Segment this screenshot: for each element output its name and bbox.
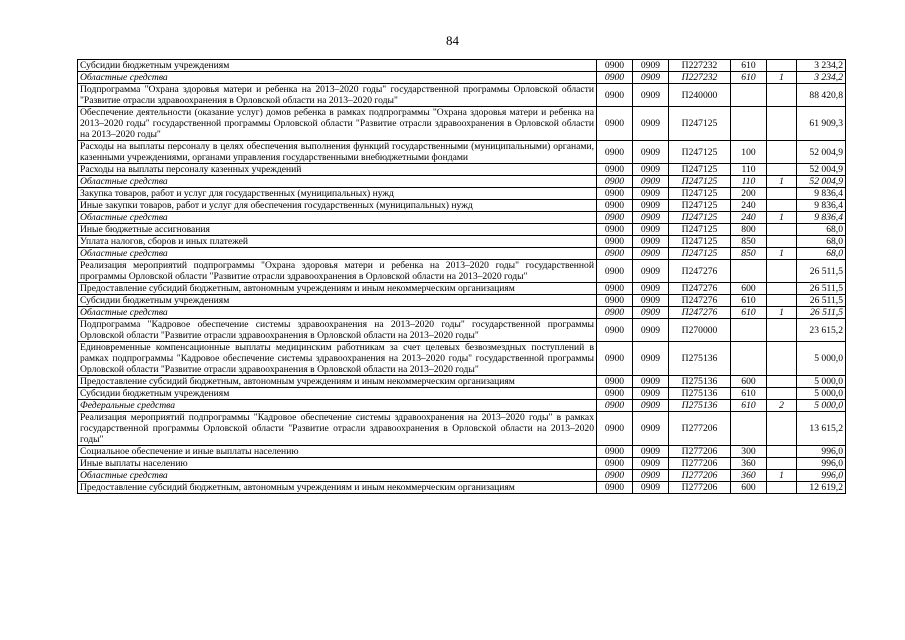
table-row — [78, 470, 846, 482]
row-expense-type: 600 — [731, 376, 767, 388]
row-section-code: 0900 — [597, 342, 633, 376]
row-amount: 52 004,9 — [797, 176, 846, 188]
row-target-article: П247276 — [669, 307, 731, 319]
row-section-code: 0900 — [597, 295, 633, 307]
row-target-article: П247125 — [669, 141, 731, 164]
row-funding-source — [767, 141, 797, 164]
row-amount: 9 836,4 — [797, 212, 846, 224]
row-section-code: 0900 — [597, 107, 633, 141]
table-row — [78, 388, 846, 400]
row-amount: 5 000,0 — [797, 376, 846, 388]
row-name: Расходы на выплаты персоналу в целях обеспечения выполнения функций государственными (муниципальными) органами, казенными учреждениями, органами управления государственными внебюджетными фондами — [78, 141, 597, 164]
row-expense-type: 610 — [731, 388, 767, 400]
row-target-article: П277206 — [669, 458, 731, 470]
row-funding-source: 1 — [767, 212, 797, 224]
table-row — [78, 72, 846, 84]
row-target-article: П247125 — [669, 248, 731, 260]
row-funding-source — [767, 200, 797, 212]
budget-table-body — [78, 60, 846, 494]
row-section-code: 0900 — [597, 319, 633, 342]
row-expense-type — [731, 107, 767, 141]
budget-table — [77, 59, 846, 494]
row-amount: 5 000,0 — [797, 400, 846, 412]
row-funding-source — [767, 388, 797, 400]
row-name: Субсидии бюджетным учреждениям — [78, 60, 597, 72]
row-amount: 3 234,2 — [797, 60, 846, 72]
table-row — [78, 164, 846, 176]
row-subsection-code: 0909 — [633, 188, 669, 200]
row-amount: 12 619,2 — [797, 482, 846, 494]
row-name: Иные закупки товаров, работ и услуг для обеспечения государственных (муниципальных) нужд — [78, 200, 597, 212]
row-target-article: П277206 — [669, 470, 731, 482]
row-expense-type: 850 — [731, 248, 767, 260]
row-subsection-code: 0909 — [633, 84, 669, 107]
table-row — [78, 260, 846, 283]
row-name: Областные средства — [78, 72, 597, 84]
row-name: Реализация мероприятий подпрограммы "Кадровое обеспечение системы здравоохранения на 2013–2020 годы" в рамках государственной программы Орловской области "Развитие отрасли здравоохранения в Орловской области на 2013–2020 годы" — [78, 412, 597, 446]
row-subsection-code: 0909 — [633, 319, 669, 342]
table-row — [78, 224, 846, 236]
row-expense-type — [731, 342, 767, 376]
row-amount: 52 004,9 — [797, 141, 846, 164]
row-subsection-code: 0909 — [633, 236, 669, 248]
row-section-code: 0900 — [597, 458, 633, 470]
row-subsection-code: 0909 — [633, 224, 669, 236]
row-amount: 5 000,0 — [797, 388, 846, 400]
row-name: Предоставление субсидий бюджетным, автономным учреждениям и иным некоммерческим организациям — [78, 376, 597, 388]
row-amount: 3 234,2 — [797, 72, 846, 84]
row-name: Субсидии бюджетным учреждениям — [78, 388, 597, 400]
row-subsection-code: 0909 — [633, 164, 669, 176]
row-subsection-code: 0909 — [633, 307, 669, 319]
table-row — [78, 283, 846, 295]
table-row — [78, 176, 846, 188]
table-row — [78, 200, 846, 212]
row-expense-type — [731, 412, 767, 446]
row-expense-type: 240 — [731, 200, 767, 212]
row-target-article: П277206 — [669, 446, 731, 458]
row-expense-type: 360 — [731, 470, 767, 482]
row-name: Расходы на выплаты персоналу казенных учреждений — [78, 164, 597, 176]
row-subsection-code: 0909 — [633, 107, 669, 141]
row-funding-source — [767, 342, 797, 376]
row-expense-type: 610 — [731, 60, 767, 72]
table-row — [78, 307, 846, 319]
row-expense-type: 100 — [731, 141, 767, 164]
row-target-article: П275136 — [669, 388, 731, 400]
row-name: Иные выплаты населению — [78, 458, 597, 470]
row-subsection-code: 0909 — [633, 388, 669, 400]
row-amount: 13 615,2 — [797, 412, 846, 446]
row-subsection-code: 0909 — [633, 295, 669, 307]
row-target-article: П240000 — [669, 84, 731, 107]
row-section-code: 0900 — [597, 248, 633, 260]
row-section-code: 0900 — [597, 72, 633, 84]
table-row — [78, 319, 846, 342]
row-target-article: П227232 — [669, 60, 731, 72]
row-expense-type: 110 — [731, 164, 767, 176]
row-expense-type: 610 — [731, 295, 767, 307]
row-expense-type: 600 — [731, 482, 767, 494]
row-funding-source — [767, 446, 797, 458]
row-name: Обеспечение деятельности (оказание услуг) домов ребенка в рамках подпрограммы "Охрана здоровья матери и ребенка на 2013–2020 годы" государственной программы Орловской области "Развитие отрасли здравоохранения в Орловской области на 2013–2020 годы" — [78, 107, 597, 141]
row-funding-source: 1 — [767, 470, 797, 482]
row-funding-source — [767, 188, 797, 200]
row-section-code: 0900 — [597, 446, 633, 458]
row-amount: 9 836,4 — [797, 200, 846, 212]
row-amount: 26 511,5 — [797, 260, 846, 283]
row-funding-source — [767, 458, 797, 470]
row-name: Закупка товаров, работ и услуг для государственных (муниципальных) нужд — [78, 188, 597, 200]
row-target-article: П247125 — [669, 188, 731, 200]
row-subsection-code: 0909 — [633, 400, 669, 412]
row-section-code: 0900 — [597, 188, 633, 200]
row-name: Областные средства — [78, 212, 597, 224]
row-subsection-code: 0909 — [633, 482, 669, 494]
row-funding-source — [767, 224, 797, 236]
row-target-article: П275136 — [669, 376, 731, 388]
row-subsection-code: 0909 — [633, 342, 669, 376]
row-amount: 26 511,5 — [797, 295, 846, 307]
row-funding-source — [767, 283, 797, 295]
row-funding-source — [767, 60, 797, 72]
row-subsection-code: 0909 — [633, 212, 669, 224]
table-row — [78, 376, 846, 388]
row-target-article: П247276 — [669, 295, 731, 307]
table-row — [78, 107, 846, 141]
row-section-code: 0900 — [597, 470, 633, 482]
row-amount: 996,0 — [797, 458, 846, 470]
table-row — [78, 446, 846, 458]
row-subsection-code: 0909 — [633, 446, 669, 458]
row-target-article: П247125 — [669, 164, 731, 176]
row-name: Подпрограмма "Охрана здоровья матери и ребенка на 2013–2020 годы" государственной программы Орловской области "Развитие отрасли здравоохранения в Орловской области на 2013–2020 годы" — [78, 84, 597, 107]
row-amount: 5 000,0 — [797, 342, 846, 376]
row-amount: 68,0 — [797, 224, 846, 236]
row-amount: 68,0 — [797, 248, 846, 260]
page-number: 84 — [446, 33, 459, 48]
row-amount: 996,0 — [797, 446, 846, 458]
row-funding-source — [767, 319, 797, 342]
table-row — [78, 212, 846, 224]
table-row — [78, 248, 846, 260]
row-name: Субсидии бюджетным учреждениям — [78, 295, 597, 307]
row-subsection-code: 0909 — [633, 176, 669, 188]
row-amount: 996,0 — [797, 470, 846, 482]
row-expense-type — [731, 84, 767, 107]
table-row — [78, 342, 846, 376]
row-expense-type: 800 — [731, 224, 767, 236]
row-subsection-code: 0909 — [633, 376, 669, 388]
table-row — [78, 141, 846, 164]
row-name: Областные средства — [78, 248, 597, 260]
table-row — [78, 412, 846, 446]
row-funding-source — [767, 107, 797, 141]
row-section-code: 0900 — [597, 236, 633, 248]
row-target-article: П275136 — [669, 400, 731, 412]
row-subsection-code: 0909 — [633, 470, 669, 482]
row-section-code: 0900 — [597, 283, 633, 295]
row-name: Иные бюджетные ассигнования — [78, 224, 597, 236]
row-funding-source — [767, 84, 797, 107]
row-funding-source: 2 — [767, 400, 797, 412]
row-section-code: 0900 — [597, 412, 633, 446]
table-row — [78, 482, 846, 494]
table-row — [78, 84, 846, 107]
row-section-code: 0900 — [597, 164, 633, 176]
table-row — [78, 458, 846, 470]
row-section-code: 0900 — [597, 212, 633, 224]
row-expense-type: 240 — [731, 212, 767, 224]
row-name: Уплата налогов, сборов и иных платежей — [78, 236, 597, 248]
row-section-code: 0900 — [597, 400, 633, 412]
row-amount: 52 004,9 — [797, 164, 846, 176]
table-row — [78, 295, 846, 307]
row-funding-source — [767, 482, 797, 494]
row-target-article: П247125 — [669, 200, 731, 212]
table-row — [78, 236, 846, 248]
row-subsection-code: 0909 — [633, 458, 669, 470]
row-name: Предоставление субсидий бюджетным, автономным учреждениям и иным некоммерческим организациям — [78, 482, 597, 494]
row-target-article: П247125 — [669, 176, 731, 188]
row-target-article: П270000 — [669, 319, 731, 342]
row-subsection-code: 0909 — [633, 412, 669, 446]
row-amount: 26 511,5 — [797, 307, 846, 319]
row-subsection-code: 0909 — [633, 283, 669, 295]
row-subsection-code: 0909 — [633, 260, 669, 283]
row-section-code: 0900 — [597, 141, 633, 164]
row-target-article: П227232 — [669, 72, 731, 84]
row-funding-source — [767, 412, 797, 446]
row-funding-source — [767, 164, 797, 176]
row-section-code: 0900 — [597, 260, 633, 283]
row-target-article: П247125 — [669, 224, 731, 236]
row-amount: 26 511,5 — [797, 283, 846, 295]
row-funding-source — [767, 295, 797, 307]
row-target-article: П247276 — [669, 283, 731, 295]
row-expense-type — [731, 260, 767, 283]
row-expense-type — [731, 319, 767, 342]
row-expense-type: 610 — [731, 400, 767, 412]
row-section-code: 0900 — [597, 60, 633, 72]
row-amount: 68,0 — [797, 236, 846, 248]
row-expense-type: 600 — [731, 283, 767, 295]
row-amount: 61 909,3 — [797, 107, 846, 141]
table-row — [78, 188, 846, 200]
row-section-code: 0900 — [597, 200, 633, 212]
row-expense-type: 850 — [731, 236, 767, 248]
row-section-code: 0900 — [597, 376, 633, 388]
row-expense-type: 610 — [731, 307, 767, 319]
row-amount: 23 615,2 — [797, 319, 846, 342]
row-target-article: П247125 — [669, 107, 731, 141]
row-name: Реализация мероприятий подпрограммы "Охрана здоровья матери и ребенка на 2013–2020 годы" государственной программы Орловской области "Развитие отрасли здравоохранения в Орловской области на 2013–2020 годы" — [78, 260, 597, 283]
row-expense-type: 300 — [731, 446, 767, 458]
row-expense-type: 610 — [731, 72, 767, 84]
row-subsection-code: 0909 — [633, 141, 669, 164]
row-subsection-code: 0909 — [633, 248, 669, 260]
row-subsection-code: 0909 — [633, 60, 669, 72]
row-section-code: 0900 — [597, 224, 633, 236]
row-name: Предоставление субсидий бюджетным, автономным учреждениям и иным некоммерческим организациям — [78, 283, 597, 295]
row-name: Федеральные средства — [78, 400, 597, 412]
row-section-code: 0900 — [597, 84, 633, 107]
row-target-article: П277206 — [669, 412, 731, 446]
row-name: Социальное обеспечение и иные выплаты населению — [78, 446, 597, 458]
row-subsection-code: 0909 — [633, 72, 669, 84]
table-row — [78, 400, 846, 412]
row-expense-type: 360 — [731, 458, 767, 470]
row-expense-type: 200 — [731, 188, 767, 200]
row-funding-source — [767, 260, 797, 283]
row-subsection-code: 0909 — [633, 200, 669, 212]
row-funding-source — [767, 376, 797, 388]
row-name: Областные средства — [78, 176, 597, 188]
row-name: Областные средства — [78, 470, 597, 482]
row-funding-source: 1 — [767, 248, 797, 260]
row-name: Подпрограмма "Кадровое обеспечение системы здравоохранения на 2013–2020 годы" государственной программы Орловской области "Развитие отрасли здравоохранения в Орловской области на 2013–2020 годы" — [78, 319, 597, 342]
row-funding-source — [767, 236, 797, 248]
row-section-code: 0900 — [597, 482, 633, 494]
row-section-code: 0900 — [597, 176, 633, 188]
row-target-article: П247276 — [669, 260, 731, 283]
row-target-article: П275136 — [669, 342, 731, 376]
row-target-article: П247125 — [669, 212, 731, 224]
row-section-code: 0900 — [597, 388, 633, 400]
row-target-article: П277206 — [669, 482, 731, 494]
row-target-article: П247125 — [669, 236, 731, 248]
row-amount: 88 420,8 — [797, 84, 846, 107]
table-row — [78, 60, 846, 72]
row-amount: 9 836,4 — [797, 188, 846, 200]
row-section-code: 0900 — [597, 307, 633, 319]
row-name: Областные средства — [78, 307, 597, 319]
row-funding-source: 1 — [767, 307, 797, 319]
row-name: Единовременные компенсационные выплаты медицинским работникам за счет целевых безвозмездных поступлений в рамках подпрограммы "Кадровое обеспечение системы здравоохранения на 2013–2020 годы" государственной программы Орловской области "Развитие отрасли здравоохранения в Орловской области на 2013–2020 годы" — [78, 342, 597, 376]
row-expense-type: 110 — [731, 176, 767, 188]
row-funding-source: 1 — [767, 72, 797, 84]
row-funding-source: 1 — [767, 176, 797, 188]
